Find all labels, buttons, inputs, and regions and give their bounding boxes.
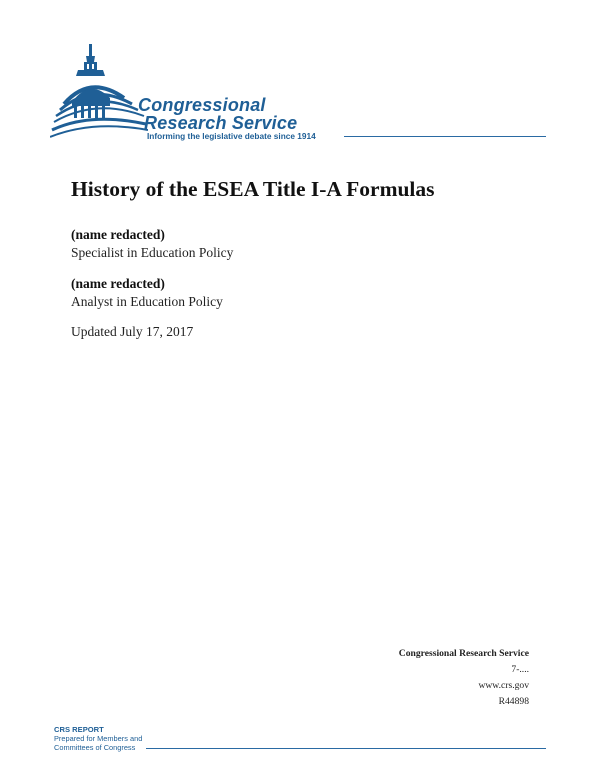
report-title: History of the ESEA Title I-A Formulas xyxy=(71,177,435,201)
footer-line: Committees of Congress xyxy=(54,743,136,752)
author-name: (name redacted) xyxy=(71,276,165,291)
footer-line: Prepared for Members and xyxy=(54,734,143,743)
contact-website-link[interactable]: www.crs.gov xyxy=(478,680,529,691)
capitol-dome-icon xyxy=(50,40,148,142)
footer-divider xyxy=(146,748,546,749)
crs-logo xyxy=(50,40,550,150)
contact-phone: 7-.... xyxy=(511,664,529,675)
footer xyxy=(54,725,142,752)
logo-divider xyxy=(344,136,546,137)
author-role: Specialist in Education Policy xyxy=(71,245,234,260)
contact-block xyxy=(399,646,529,710)
contact-organization: Congressional Research Service xyxy=(398,648,529,659)
logo-wordmark-line1: Congressional xyxy=(138,95,266,115)
author-role: Analyst in Education Policy xyxy=(71,294,223,309)
report-number: R44898 xyxy=(498,696,529,707)
logo-wordmark-line2: Research Service xyxy=(144,113,298,133)
author-name: (name redacted) xyxy=(71,227,165,242)
logo-tagline: Informing the legislative debate since 1914 xyxy=(147,131,316,141)
updated-date: Updated July 17, 2017 xyxy=(71,324,194,339)
footer-heading: CRS REPORT xyxy=(54,725,104,734)
